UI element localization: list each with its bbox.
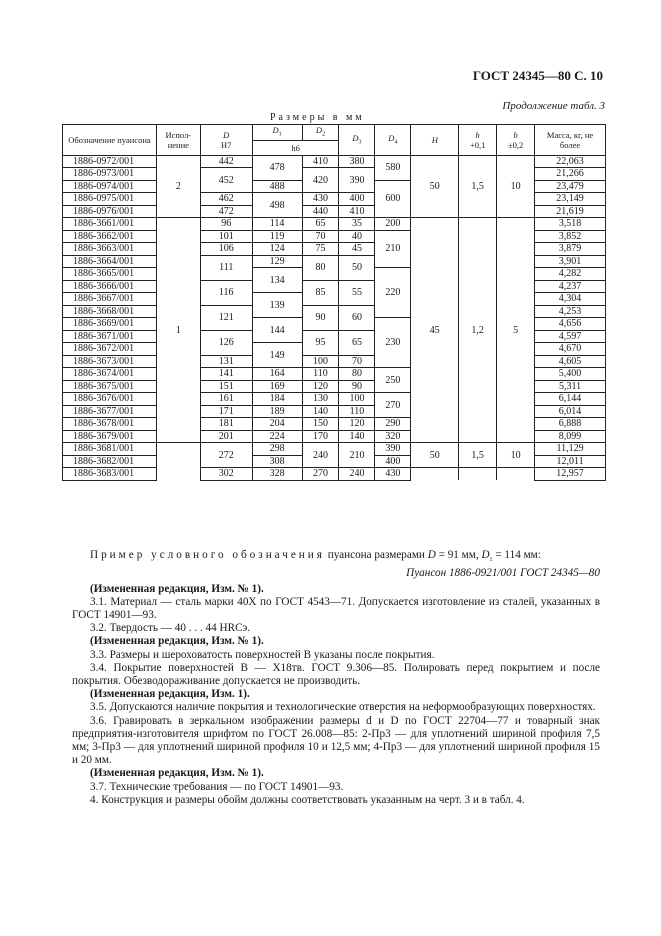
header-D3: $D_3$ <box>339 125 375 156</box>
table-row-designation: 1886-3677/001 <box>63 405 157 418</box>
cell-D: 131 <box>200 355 252 368</box>
cell-D1: 189 <box>252 405 302 418</box>
cell-D: 181 <box>200 418 252 431</box>
table-row-designation: 1886-3674/001 <box>63 368 157 381</box>
cell-D4: 390 <box>375 443 411 456</box>
table-row-designation: 1886-3683/001 <box>63 468 157 481</box>
cell-mass: 12,011 <box>535 455 606 468</box>
cell-D3: 400 <box>339 193 375 206</box>
table-row-designation: 1886-3672/001 <box>63 343 157 356</box>
cell-D2: 70 <box>302 230 339 243</box>
cell-mass: 4,282 <box>535 268 606 281</box>
cell-mass: 6,888 <box>535 418 606 431</box>
header-b: b ±0,2 <box>497 125 535 156</box>
cell-D: 302 <box>200 468 252 481</box>
cell-b-empty <box>497 468 535 481</box>
cell-D2: 140 <box>302 405 339 418</box>
cell-D3: 410 <box>339 205 375 218</box>
paragraph-4: 4. Конструкция и размеры обойм должны соответствовать указанным на черт. 3 и в табл. 4. <box>90 793 525 806</box>
cell-mass: 8,099 <box>535 430 606 443</box>
cell-D1: 498 <box>252 193 302 218</box>
cell-h: 1,5 <box>459 443 497 468</box>
cell-D2: 95 <box>302 330 339 355</box>
header-execution: Испол- нение <box>156 125 200 156</box>
cell-mass: 6,144 <box>535 393 606 406</box>
cell-D3: 110 <box>339 405 375 418</box>
cell-D: 116 <box>200 280 252 305</box>
cell-D: 151 <box>200 380 252 393</box>
header-h: h +0,1 <box>459 125 497 156</box>
cell-D: 101 <box>200 230 252 243</box>
cell-D3: 50 <box>339 255 375 280</box>
amendment-note: (Измененная редакция, Изм. № 1). <box>90 582 264 595</box>
execution-cell: 2 <box>156 155 200 218</box>
table-row-designation: 1886-3679/001 <box>63 430 157 443</box>
cell-D: 171 <box>200 405 252 418</box>
amendment-note: (Измененная редакция, Изм. № 1). <box>90 635 264 648</box>
header-D: D H7 <box>200 125 252 156</box>
paragraph-3-4: 3.4. Покрытие поверхностей В — Х18тв. ГОСТ 9.306—85. Полировать перед покрытием и после покрытия. Обезводораживание допускается не производить. <box>72 661 600 688</box>
document-body <box>72 549 600 807</box>
cell-H: 50 <box>411 443 459 468</box>
amendment-note: (Измененная редакция, Изм. 1). <box>90 688 250 701</box>
cell-D1: 129 <box>252 255 302 268</box>
header-H: H <box>411 125 459 156</box>
cell-D: 141 <box>200 368 252 381</box>
cell-D3: 140 <box>339 430 375 443</box>
cell-D2: 150 <box>302 418 339 431</box>
cell-mass: 22,063 <box>535 155 606 168</box>
cell-D1: 149 <box>252 343 302 368</box>
cell-mass: 4,237 <box>535 280 606 293</box>
cell-D4: 580 <box>375 155 411 180</box>
table-row-designation: 1886-3678/001 <box>63 418 157 431</box>
paragraph-3-3: 3.3. Размеры и шероховатость поверхностей В указаны после покрытия. <box>90 648 435 661</box>
cell-D: 111 <box>200 255 252 280</box>
cell-b: 10 <box>497 155 535 218</box>
table-row-designation: 1886-3663/001 <box>63 243 157 256</box>
cell-D2: 430 <box>302 193 339 206</box>
table-row-designation: 1886-3666/001 <box>63 280 157 293</box>
cell-D2: 120 <box>302 380 339 393</box>
cell-D1: 134 <box>252 268 302 293</box>
cell-mass: 23,149 <box>535 193 606 206</box>
cell-D3: 35 <box>339 218 375 231</box>
cell-D4: 400 <box>375 455 411 468</box>
cell-D1: 144 <box>252 318 302 343</box>
cell-D1: 119 <box>252 230 302 243</box>
cell-D: 452 <box>200 168 252 193</box>
cell-H: 45 <box>411 218 459 443</box>
header-h6: h6 <box>252 140 339 155</box>
cell-D4: 250 <box>375 368 411 393</box>
example-label: Пример условного обозначения <box>90 549 325 561</box>
cell-D4: 600 <box>375 180 411 218</box>
cell-mass: 3,879 <box>535 243 606 256</box>
table-row-designation: 1886-0972/001 <box>63 155 157 168</box>
table-row-designation: 1886-3681/001 <box>63 443 157 456</box>
cell-D: 472 <box>200 205 252 218</box>
table-row-designation: 1886-0974/001 <box>63 180 157 193</box>
header-designation: Обозначение пуансона <box>63 125 157 156</box>
cell-D1: 224 <box>252 430 302 443</box>
cell-D1: 114 <box>252 218 302 231</box>
cell-D3: 100 <box>339 393 375 406</box>
cell-D4: 290 <box>375 418 411 431</box>
header-D4: $D_4$ <box>375 125 411 156</box>
cell-mass: 3,518 <box>535 218 606 231</box>
cell-D3: 380 <box>339 155 375 168</box>
cell-D2: 420 <box>302 168 339 193</box>
cell-mass: 23,479 <box>535 180 606 193</box>
cell-D3: 240 <box>339 468 375 481</box>
table-row-designation: 1886-3682/001 <box>63 455 157 468</box>
header-D1: $D_1$ <box>252 125 302 141</box>
cell-D4: 270 <box>375 393 411 418</box>
cell-D: 272 <box>200 443 252 468</box>
cell-D3: 80 <box>339 368 375 381</box>
cell-D2: 270 <box>302 468 339 481</box>
table-row-designation: 1886-3667/001 <box>63 293 157 306</box>
cell-H: 50 <box>411 155 459 218</box>
cell-D3: 60 <box>339 305 375 330</box>
cell-D: 96 <box>200 218 252 231</box>
table-row-designation: 1886-0975/001 <box>63 193 157 206</box>
cell-D2: 240 <box>302 443 339 468</box>
cell-D2: 440 <box>302 205 339 218</box>
cell-h: 1,2 <box>459 218 497 443</box>
cell-D4: 320 <box>375 430 411 443</box>
cell-D3: 55 <box>339 280 375 305</box>
execution-cell-empty <box>156 443 200 481</box>
table-row-designation: 1886-3675/001 <box>63 380 157 393</box>
cell-D4: 200 <box>375 218 411 231</box>
cell-mass: 4,597 <box>535 330 606 343</box>
cell-D3: 45 <box>339 243 375 256</box>
cell-D4: 230 <box>375 318 411 368</box>
cell-D2: 410 <box>302 155 339 168</box>
cell-D1: 169 <box>252 380 302 393</box>
cell-D1: 139 <box>252 293 302 318</box>
cell-H-empty <box>411 468 459 481</box>
table-row-designation: 1886-3662/001 <box>63 230 157 243</box>
dimensions-table <box>62 124 606 481</box>
paragraph-3-7: 3.7. Технические требования — по ГОСТ 14901—93. <box>90 780 344 793</box>
cell-D: 161 <box>200 393 252 406</box>
cell-mass: 4,670 <box>535 343 606 356</box>
cell-mass: 21,619 <box>535 205 606 218</box>
dimensions-caption: Размеры в мм <box>270 112 365 123</box>
cell-h: 1,5 <box>459 155 497 218</box>
cell-mass: 21,266 <box>535 168 606 181</box>
cell-D2: 90 <box>302 305 339 330</box>
cell-D2: 130 <box>302 393 339 406</box>
paragraph-3-1: 3.1. Материал — сталь марки 40Х по ГОСТ 4543—71. Допускается изготовление из сталей, указанных в ГОСТ 14901—93. <box>72 595 600 622</box>
cell-D4: 220 <box>375 268 411 318</box>
cell-D1: 478 <box>252 155 302 180</box>
table-row-designation: 1886-3661/001 <box>63 218 157 231</box>
table-row-designation: 1886-0976/001 <box>63 205 157 218</box>
cell-mass: 11,129 <box>535 443 606 456</box>
execution-cell: 1 <box>156 218 200 443</box>
table-row-designation: 1886-3665/001 <box>63 268 157 281</box>
table-row-designation: 1886-3668/001 <box>63 305 157 318</box>
paragraph-3-5: 3.5. Допускаются наличие покрытия и технологические отверстия на неформообразующих поверхностях. <box>90 701 596 714</box>
cell-D1: 184 <box>252 393 302 406</box>
cell-D1: 488 <box>252 180 302 193</box>
cell-D1: 308 <box>252 455 302 468</box>
cell-D2: 80 <box>302 255 339 280</box>
cell-mass: 12,957 <box>535 468 606 481</box>
table-row-designation: 1886-0973/001 <box>63 168 157 181</box>
example-line: Пример условного обозначения пуансона размерами D = 91 мм, $D_1 = 114$ мм: <box>90 549 541 564</box>
cell-mass: 4,656 <box>535 318 606 331</box>
cell-b: 10 <box>497 443 535 468</box>
table-row-designation: 1886-3669/001 <box>63 318 157 331</box>
cell-D1: 328 <box>252 468 302 481</box>
paragraph-3-2: 3.2. Твердость — 40 . . . 44 HRCэ. <box>90 622 251 635</box>
cell-mass: 5,400 <box>535 368 606 381</box>
page-header: ГОСТ 24345—80 С. 10 <box>472 68 603 83</box>
cell-D2: 170 <box>302 430 339 443</box>
cell-mass: 3,901 <box>535 255 606 268</box>
cell-D3: 90 <box>339 380 375 393</box>
cell-D4: 430 <box>375 468 411 481</box>
cell-D4: 210 <box>375 230 411 268</box>
cell-D3: 40 <box>339 230 375 243</box>
cell-D3: 390 <box>339 168 375 193</box>
cell-D: 462 <box>200 193 252 206</box>
cell-D3: 210 <box>339 443 375 468</box>
cell-D2: 110 <box>302 368 339 381</box>
cell-D2: 85 <box>302 280 339 305</box>
cell-D: 121 <box>200 305 252 330</box>
cell-mass: 4,605 <box>535 355 606 368</box>
cell-D1: 164 <box>252 368 302 381</box>
paragraph-3-6: 3.6. Гравировать в зеркальном изображении размеры d и D по ГОСТ 22704—77 и товарный знак предприятия-изготовителя шрифтом по ГОСТ 26.008—85: 2-Пр3 — для уплотнений шириной профиля 7,5 мм; 3-Пр3 — для уплотнений шириной профиля 10 и 12,5 мм; 4-Пр3 — для уплотнений шириной профиля 15 и 20 мм. <box>72 714 600 767</box>
cell-mass: 4,304 <box>535 293 606 306</box>
cell-D: 201 <box>200 430 252 443</box>
table-row-designation: 1886-3671/001 <box>63 330 157 343</box>
cell-mass: 4,253 <box>535 305 606 318</box>
cell-mass: 5,311 <box>535 380 606 393</box>
cell-D1: 124 <box>252 243 302 256</box>
cell-h-empty <box>459 468 497 481</box>
cell-D2: 100 <box>302 355 339 368</box>
cell-D: 126 <box>200 330 252 355</box>
cell-D1: 204 <box>252 418 302 431</box>
header-mass: Масса, кг, не более <box>535 125 606 156</box>
cell-D1: 298 <box>252 443 302 456</box>
table-row-designation: 1886-3673/001 <box>63 355 157 368</box>
cell-D2: 75 <box>302 243 339 256</box>
cell-D3: 120 <box>339 418 375 431</box>
header-D2: $D_2$ <box>302 125 339 141</box>
amendment-note: (Измененная редакция, Изм. № 1). <box>90 767 264 780</box>
example-code: Пуансон 1886-0921/001 ГОСТ 24345—80 <box>406 567 600 580</box>
cell-mass: 3,852 <box>535 230 606 243</box>
cell-D: 106 <box>200 243 252 256</box>
cell-D3: 65 <box>339 330 375 355</box>
table-row-designation: 1886-3676/001 <box>63 393 157 406</box>
cell-b: 5 <box>497 218 535 443</box>
cell-D2: 65 <box>302 218 339 231</box>
table-continuation-label: Продолжение табл. 3 <box>502 100 605 112</box>
cell-D3: 70 <box>339 355 375 368</box>
table-row-designation: 1886-3664/001 <box>63 255 157 268</box>
cell-mass: 6,014 <box>535 405 606 418</box>
cell-D: 442 <box>200 155 252 168</box>
